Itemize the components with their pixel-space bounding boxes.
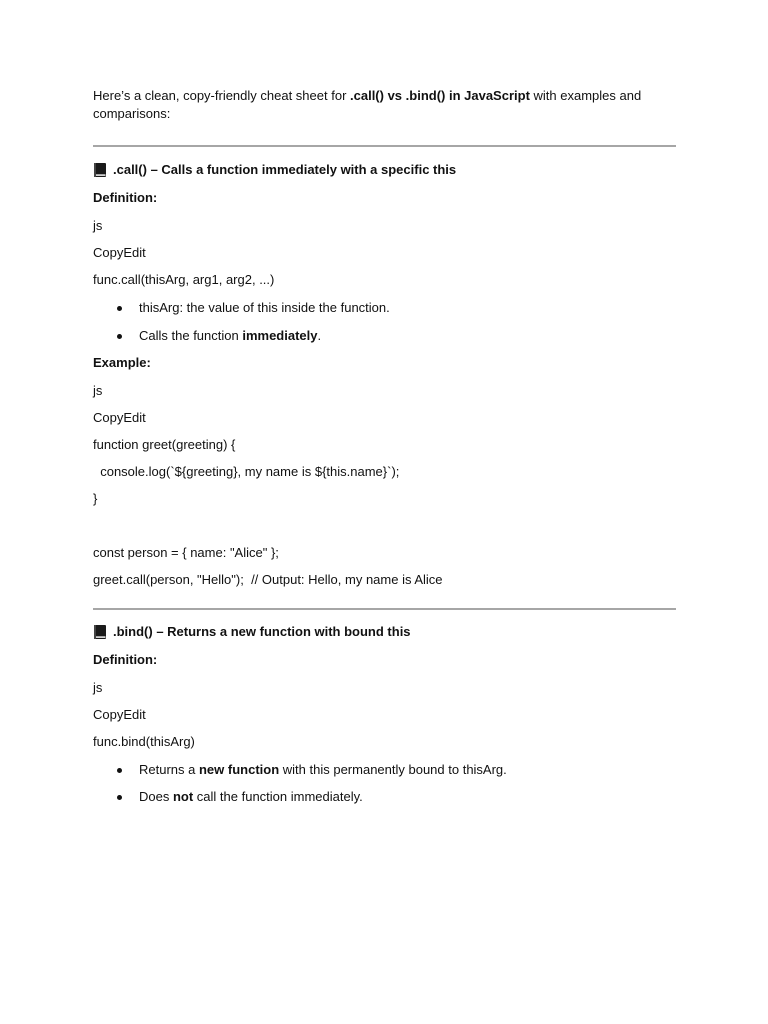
list-item-bold-text: immediately xyxy=(242,328,318,343)
closed-book-icon xyxy=(93,162,107,178)
bullet-list xyxy=(93,299,676,345)
code-signature: func.call(thisArg, arg1, arg2, ...) xyxy=(93,272,275,287)
list-item-text-end: . xyxy=(317,328,322,343)
intro-text: Here’s a clean, copy-friendly cheat sheet for xyxy=(93,88,351,103)
example-label: Example: xyxy=(93,355,151,370)
list-item xyxy=(93,761,676,779)
list-item xyxy=(93,788,676,806)
code-signature: func.bind(thisArg) xyxy=(93,734,195,749)
code-line: console.log(`${greeting}, my name is ${this.name}`); xyxy=(93,464,400,479)
code-block xyxy=(93,436,676,589)
section-heading-bind xyxy=(93,623,676,641)
code-line: greet.call(person, "Hello"); // Output: Hello, my name is Alice xyxy=(93,572,443,587)
code-line: const person = { name: "Alice" }; xyxy=(93,545,279,560)
list-item-bold-text: new function xyxy=(198,762,280,777)
definition-label: Definition: xyxy=(93,652,158,667)
definition-label: Definition: xyxy=(93,190,158,205)
code-line: } xyxy=(93,491,98,506)
list-item-text: Calls the function xyxy=(139,328,243,343)
intro-paragraph xyxy=(93,87,676,123)
copy-edit-button[interactable]: CopyEdit xyxy=(93,707,146,722)
list-item-text: Does xyxy=(139,789,173,804)
intro-text-end: with examples and comparisons: xyxy=(93,88,642,121)
list-item xyxy=(93,327,676,345)
bullet-list xyxy=(93,761,676,806)
intro-bold-text: .call() vs .bind() in JavaScript xyxy=(350,88,530,103)
section-title: .bind() – Returns a new function with bound this xyxy=(113,624,411,639)
list-item-text-end: call the function immediately. xyxy=(193,789,363,804)
list-item-bold-text: not xyxy=(172,789,194,804)
list-item-text: Returns a xyxy=(139,762,199,777)
code-language-label: js xyxy=(93,680,103,695)
section-heading-call xyxy=(93,161,676,179)
document-page xyxy=(93,87,676,806)
closed-book-icon xyxy=(93,624,107,640)
list-item-text: thisArg: the value of this inside the function. xyxy=(139,300,390,315)
list-item xyxy=(93,299,676,317)
code-line: function greet(greeting) { xyxy=(93,437,236,452)
code-language-label: js xyxy=(93,218,103,233)
copy-edit-button[interactable]: CopyEdit xyxy=(93,410,146,425)
code-line-blank xyxy=(93,517,676,535)
list-item-text-end: with this permanently bound to thisArg. xyxy=(279,762,507,777)
code-language-label: js xyxy=(93,383,103,398)
section-title: .call() – Calls a function immediately with a specific this xyxy=(113,162,457,177)
copy-edit-button[interactable]: CopyEdit xyxy=(93,245,146,260)
